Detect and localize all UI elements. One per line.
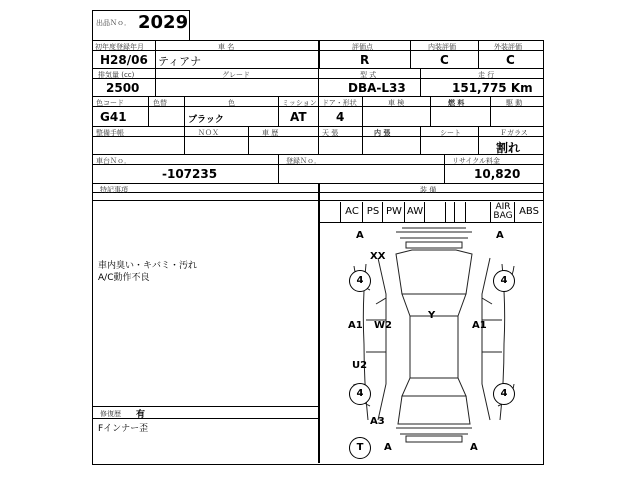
label-maintenance: 整備手帳	[96, 129, 124, 137]
value-eval-score: R	[360, 53, 370, 67]
label-grade: グレード	[222, 71, 250, 79]
value-first-reg: H28/06	[100, 53, 148, 67]
value-mileage: 151,775 Km	[452, 81, 533, 95]
equip-airbag	[490, 202, 515, 223]
col-divider	[420, 126, 421, 154]
col-divider	[184, 96, 185, 126]
row-divider	[92, 154, 543, 155]
label-seat: シート	[440, 129, 461, 137]
value-color-code: G41	[100, 110, 127, 124]
mark-rear-a-right: A	[470, 442, 478, 453]
value-model-name: ティアナ	[158, 55, 202, 68]
value-model-type: DBA-L33	[348, 81, 406, 95]
notes-line: A/C動作不良	[98, 273, 150, 283]
mark-side-right: A1	[472, 320, 487, 331]
equip-ps: PS	[362, 202, 383, 222]
label-reg-no: 登録Ｎｏ．	[286, 157, 321, 165]
mark-front-left: A	[356, 230, 364, 241]
row-divider	[92, 406, 318, 407]
col-divider	[155, 68, 156, 96]
label-f-glass: Ｆガラス	[500, 129, 528, 137]
label-interior-trim: 内 張	[374, 129, 391, 137]
value-f-glass: 割れ	[496, 141, 521, 155]
col-divider	[430, 96, 431, 126]
col-divider	[155, 40, 156, 68]
value-displacement: 2500	[106, 81, 140, 95]
label-fuel: 燃 料	[448, 99, 465, 107]
col-divider	[362, 126, 363, 154]
label-transmission: ミッション	[282, 99, 317, 107]
col-divider	[318, 126, 319, 154]
label-repair-history: 修復歴	[100, 410, 121, 418]
mark-roof: Y	[428, 310, 436, 321]
label-interior-eval: 内装評価	[428, 43, 456, 51]
mark-front-right: A	[496, 230, 504, 241]
equip-aw: AW	[404, 202, 425, 222]
col-divider	[478, 126, 479, 154]
equip-blank	[454, 202, 466, 222]
label-color-change: 色替	[153, 99, 167, 107]
label-exterior-eval: 外装評価	[494, 43, 522, 51]
col-divider	[318, 96, 319, 126]
col-divider	[318, 183, 320, 463]
mark-rear-a-left: A	[384, 442, 392, 453]
row-divider	[92, 418, 318, 419]
mark-wheel-fl: 4	[349, 270, 371, 292]
label-color: 色	[228, 99, 235, 107]
label-drive: 駆 動	[506, 99, 523, 107]
label-inspection: 車 検	[388, 99, 405, 107]
value-recycle-fee: 10,820	[474, 167, 521, 181]
label-nox: ＮＯＸ	[198, 129, 219, 137]
col-divider	[248, 126, 249, 154]
label-displacement: 排気量 (cc)	[98, 71, 135, 79]
equip-pw: PW	[382, 202, 405, 222]
equip-airbag-label: AIR BAG	[493, 202, 513, 221]
mark-wheel-rr: 4	[493, 383, 515, 405]
lot-number: 2029	[138, 12, 189, 33]
col-divider	[184, 126, 185, 154]
label-recycle-fee: リサイクル料金	[452, 157, 501, 165]
mark-wheel-fr: 4	[493, 270, 515, 292]
label-first-reg: 初年度登録年月	[95, 43, 144, 51]
label-mileage: 走 行	[478, 71, 495, 79]
value-doors: 4	[336, 110, 345, 124]
col-divider	[444, 154, 445, 183]
col-divider	[490, 96, 491, 126]
label-color-code: 色コード	[96, 99, 124, 107]
label-history: 車 歴	[262, 129, 279, 137]
label-sunroof: 天 張	[322, 129, 339, 137]
col-divider	[278, 96, 279, 126]
mark-rear-left-door: U2	[352, 360, 368, 371]
label-doors-shape: ドア・形状	[322, 99, 357, 107]
notes-line: 車内臭い・キバミ・汚れ	[98, 261, 198, 271]
col-divider	[410, 40, 411, 68]
label-notes: 特記事項	[100, 186, 128, 194]
col-divider	[362, 96, 363, 126]
mark-trunk-t: T	[349, 437, 371, 459]
value-transmission: AT	[290, 110, 307, 124]
mark-rear-left: A3	[370, 416, 385, 427]
mark-wheel-rl: 4	[349, 383, 371, 405]
mark-hood: XX	[370, 251, 386, 262]
label-model-type: 型 式	[360, 71, 377, 79]
value-exterior-eval: C	[506, 53, 515, 67]
mark-side-left-door: W2	[374, 320, 392, 331]
label-model-name: 車 名	[218, 43, 235, 51]
value-chassis-no: -107235	[162, 167, 218, 181]
value-repair-history: 有	[136, 410, 146, 420]
label-chassis-no: 車台Ｎｏ．	[96, 157, 131, 165]
value-color: ブラック	[188, 115, 224, 125]
col-divider	[148, 96, 149, 126]
equip-blank	[424, 202, 446, 222]
col-divider	[318, 68, 319, 96]
col-divider	[278, 154, 279, 183]
col-divider	[420, 68, 421, 96]
label-eval-score: 評価点	[352, 43, 373, 51]
value-interior-eval: C	[440, 53, 449, 67]
equip-ac: AC	[340, 202, 363, 222]
mark-side-left: A1	[348, 320, 363, 331]
col-divider	[478, 40, 479, 68]
value-repair-note: Fインナー歪	[98, 424, 149, 434]
label-equipment: 装 備	[420, 186, 437, 194]
equip-abs: ABS	[514, 202, 543, 222]
car-diagram	[326, 224, 540, 460]
lot-label: 出品Ｎｏ．	[96, 19, 131, 27]
col-divider	[318, 40, 320, 68]
